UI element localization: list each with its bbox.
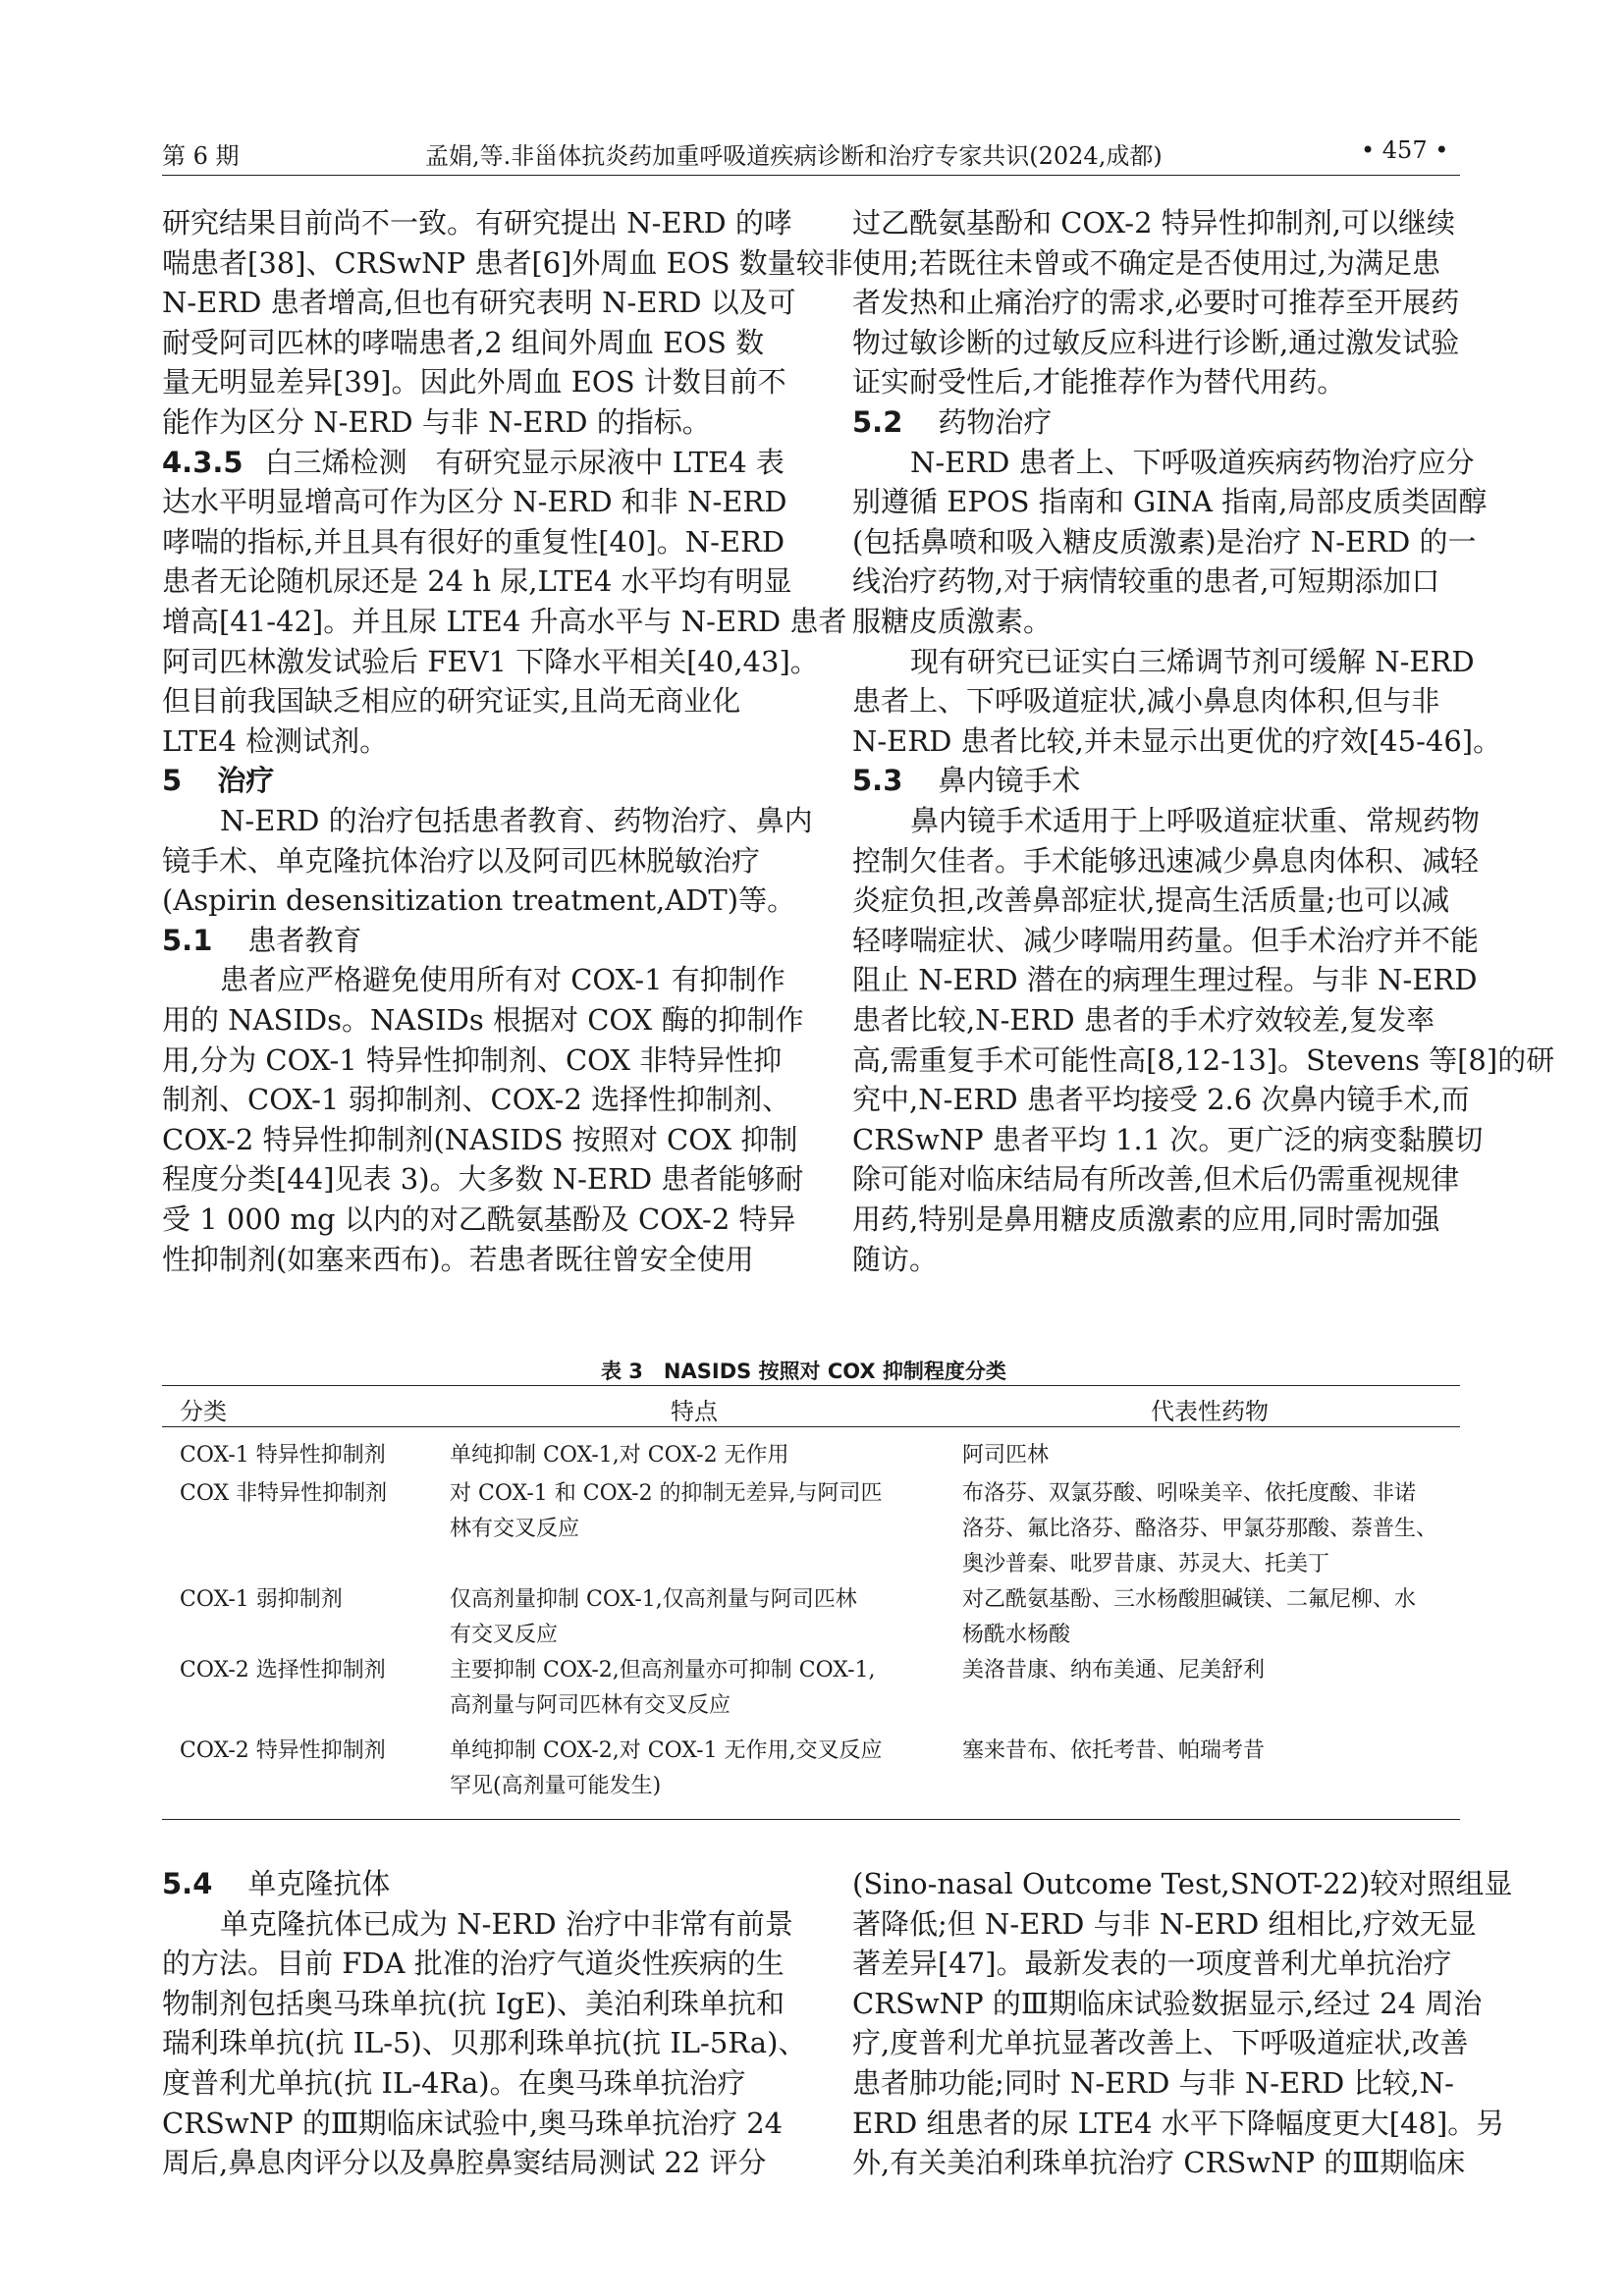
table-cell-feature: 对 COX-1 和 COX-2 的抑制无差异,与阿司匹 林有交叉反应	[450, 1481, 883, 1541]
text-line: 控制欠佳者。手术能够迅速减少鼻息肉体积、减轻	[852, 844, 1480, 878]
table-cell-drugs: 阿司匹林	[962, 1443, 1050, 1468]
table-cell-class: COX-2 选择性抑制剂	[180, 1658, 386, 1682]
text-line: N-ERD 患者比较,并未显示出更优的疗效[45-46]。	[852, 724, 1502, 758]
text-line: 疗,度普利尤单抗显著改善上、下呼吸道症状,改善	[852, 2026, 1469, 2059]
text-line: 哮喘的指标,并且具有很好的重复性[40]。N-ERD	[162, 525, 785, 559]
table-header-drugs: 代表性药物	[1151, 1398, 1269, 1425]
text-line: 著差异[47]。最新发表的一项度普利尤单抗治疗	[852, 1947, 1452, 1980]
text-line: CRSwNP 患者平均 1.1 次。更广泛的病变黏膜切	[852, 1123, 1484, 1156]
section-heading	[162, 759, 274, 799]
text-line: 用药,特别是鼻用糖皮质激素的应用,同时需加强	[852, 1202, 1440, 1236]
text-line: 喘患者[38]、CRSwNP 患者[6]外周血 EOS 数量较非	[162, 246, 853, 280]
table-top-rule	[162, 1385, 1460, 1386]
text-line: 者发热和止痛治疗的需求,必要时可推荐至开展药	[852, 286, 1460, 319]
table-bottom-rule	[162, 1819, 1460, 1820]
text-line: 究中,N-ERD 患者平均接受 2.6 次鼻内镜手术,而	[852, 1083, 1470, 1116]
text-line: 镜手术、单克隆抗体治疗以及阿司匹林脱敏治疗	[162, 844, 761, 878]
section-number: 5	[162, 764, 183, 797]
section-number: 5.4	[162, 1867, 213, 1900]
text-line: 现有研究已证实白三烯调节剂可缓解 N-ERD	[910, 645, 1475, 678]
text-line: (Aspirin desensitization treatment,ADT)等。	[162, 883, 796, 917]
text-line: 但目前我国缺乏相应的研究证实,且尚无商业化	[162, 684, 741, 718]
table-cell-drugs: 布洛芬、双氯芬酸、吲哚美辛、依托度酸、非诺 洛芬、氟比洛芬、酪洛芬、甲氯芬那酸、萘普生、 奥沙普秦、吡罗昔康、苏灵大、托美丁	[962, 1481, 1438, 1576]
text-line: 用,分为 COX-1 特异性抑制剂、COX 非特异性抑	[162, 1043, 783, 1077]
issue-label: 第 6 期	[162, 142, 240, 170]
text-line: 耐受阿司匹林的哮喘患者,2 组间外周血 EOS 数	[162, 326, 765, 359]
table-cell-feature: 仅高剂量抑制 COX-1,仅高剂量与阿司匹林 有交叉反应	[450, 1587, 857, 1647]
text-line: 用的 NASIDs。NASIDs 根据对 COX 酶的抑制作	[162, 1003, 804, 1037]
text-line: 鼻内镜手术适用于上呼吸道症状重、常规药物	[910, 804, 1481, 837]
bottom-left-column	[162, 1862, 807, 2179]
text-line: N-ERD 患者增高,但也有研究表明 N-ERD 以及可	[162, 286, 796, 319]
table-cell-class: COX 非特异性抑制剂	[180, 1481, 388, 1506]
table-cell-feature: 主要抑制 COX-2,但高剂量亦可抑制 COX-1, 高剂量与阿司匹林有交叉反应	[450, 1658, 876, 1718]
section-number: 5.2	[852, 405, 903, 439]
text-line: 患者应严格避免使用所有对 COX-1 有抑制作	[220, 963, 785, 996]
text-line: 制剂、COX-1 弱抑制剂、COX-2 选择性抑制剂、	[162, 1083, 791, 1116]
text-line: 物制剂包括奥马珠单抗(抗 IgE)、美泊利珠单抗和	[162, 1987, 785, 2020]
text-line: 使用;若既往未曾或不确定是否使用过,为满足患	[852, 246, 1440, 280]
text-line: 线治疗药物,对于病情较重的患者,可短期添加口	[852, 564, 1440, 598]
text-line: 阻止 N-ERD 潜在的病理生理过程。与非 N-ERD	[852, 963, 1478, 996]
text-line: 患者上、下呼吸道症状,减小鼻息肉体积,但与非	[852, 684, 1440, 718]
text-line: 物过敏诊断的过敏反应科进行诊断,通过激发试验	[852, 326, 1460, 359]
text-line: 阿司匹林激发试验后 FEV1 下降水平相关[40,43]。	[162, 645, 819, 678]
text-line: CRSwNP 的Ⅲ期临床试验数据显示,经过 24 周治	[852, 1987, 1483, 2020]
table-header-rule	[162, 1426, 1460, 1427]
text-line: 高,需重复手术可能性高[8,12-13]。Stevens 等[8]的研	[852, 1043, 1555, 1077]
page-number: • 457 •	[1361, 136, 1449, 164]
left-column	[162, 201, 853, 1310]
section-number: 5.3	[852, 764, 903, 797]
text-line: 随访。	[852, 1243, 939, 1276]
section-number: 5.1	[162, 924, 213, 957]
text-line: COX-2 特异性抑制剂(NASIDS 按照对 COX 抑制	[162, 1123, 798, 1156]
text-line: 瑞利珠单抗(抗 IL-5)、贝那利珠单抗(抗 IL-5Ra)、	[162, 2026, 807, 2059]
table-header-class: 分类	[180, 1398, 227, 1425]
section-title: 白三烯检测 有研究显示尿液中 LTE4 表	[264, 446, 785, 479]
text-line: 受 1 000 mg 以内的对乙酰氨基酚及 COX-2 特异	[162, 1202, 796, 1236]
header-rule	[162, 175, 1460, 176]
text-line: 的方法。目前 FDA 批准的治疗气道炎性疾病的生	[162, 1947, 785, 1980]
text-line: 证实耐受性后,才能推荐作为替代用药。	[852, 365, 1346, 399]
section-heading	[852, 759, 1080, 799]
text-line: N-ERD 的治疗包括患者教育、药物治疗、鼻内	[220, 804, 813, 837]
right-column	[852, 201, 1555, 1310]
section-title: 单克隆抗体	[247, 1867, 391, 1900]
text-line: 患者比较,N-ERD 患者的手术疗效较差,复发率	[852, 1003, 1435, 1037]
running-title: 孟娟,等.非甾体抗炎药加重呼吸道疾病诊断和治疗专家共识(2024,成都)	[425, 142, 1163, 170]
text-line: 著降低;但 N-ERD 与非 N-ERD 组相比,疗效无显	[852, 1907, 1477, 1941]
text-line: 外,有关美泊利珠单抗治疗 CRSwNP 的Ⅲ期临床	[852, 2146, 1466, 2179]
text-line: 达水平明显增高可作为区分 N-ERD 和非 N-ERD	[162, 485, 787, 518]
section-title: 药物治疗	[938, 405, 1053, 439]
table-cell-drugs: 美洛昔康、纳布美通、尼美舒利	[962, 1658, 1266, 1682]
text-line: 别遵循 EPOS 指南和 GINA 指南,局部皮质类固醇	[852, 485, 1488, 518]
text-line: (包括鼻喷和吸入糖皮质激素)是治疗 N-ERD 的一	[852, 525, 1477, 559]
text-line: 能作为区分 N-ERD 与非 N-ERD 的指标。	[162, 405, 711, 439]
section-title: 患者教育	[247, 924, 362, 957]
text-line: 增高[41-42]。并且尿 LTE4 升高水平与 N-ERD 患者	[162, 605, 847, 638]
text-line: CRSwNP 的Ⅲ期临床试验中,奥马珠单抗治疗 24	[162, 2107, 784, 2140]
text-line: 周后,鼻息肉评分以及鼻腔鼻窦结局测试 22 评分	[162, 2146, 767, 2179]
text-line: 量无明显差异[39]。因此外周血 EOS 计数目前不	[162, 365, 786, 399]
table-cell-drugs: 对乙酰氨基酚、三水杨酸胆碱镁、二氟尼柳、水 杨酰水杨酸	[962, 1587, 1417, 1647]
table-cell-class: COX-1 弱抑制剂	[180, 1587, 343, 1612]
text-line: 单克隆抗体已成为 N-ERD 治疗中非常有前景	[220, 1907, 793, 1941]
section-title: 鼻内镜手术	[938, 764, 1081, 797]
text-line: LTE4 检测试剂。	[162, 724, 389, 758]
text-line: 过乙酰氨基酚和 COX-2 特异性抑制剂,可以继续	[852, 206, 1455, 240]
section-heading	[162, 919, 361, 959]
text-line: 程度分类[44]见表 3)。大多数 N-ERD 患者能够耐	[162, 1162, 804, 1196]
section-number: 4.3.5	[162, 446, 244, 479]
text-line: 患者无论随机尿还是 24 h 尿,LTE4 水平均有明显	[162, 564, 792, 598]
text-line: 服糖皮质激素。	[852, 605, 1053, 638]
text-line: 性抑制剂(如塞来西布)。若患者既往曾安全使用	[162, 1243, 754, 1276]
table-cell-drugs: 塞来昔布、依托考昔、帕瑞考昔	[962, 1738, 1266, 1763]
bottom-right-column	[852, 1862, 1513, 2179]
table-cell-class: COX-1 特异性抑制剂	[180, 1443, 386, 1468]
section-title: 治疗	[217, 764, 275, 797]
section-heading	[852, 400, 1052, 441]
text-line: (Sino-nasal Outcome Test,SNOT-22)较对照组显	[852, 1867, 1513, 1900]
table-cell-feature: 单纯抑制 COX-1,对 COX-2 无作用	[450, 1443, 789, 1468]
text-line: ERD 组患者的尿 LTE4 水平下降幅度更大[48]。另	[852, 2107, 1505, 2140]
table-cell-feature: 单纯抑制 COX-2,对 COX-1 无作用,交叉反应 罕见(高剂量可能发生)	[450, 1738, 883, 1798]
text-line: 研究结果目前尚不一致。有研究提出 N-ERD 的哮	[162, 206, 792, 240]
text-line: 度普利尤单抗(抗 IL-4Ra)。在奥马珠单抗治疗	[162, 2066, 746, 2100]
text-line: 患者肺功能;同时 N-ERD 与非 N-ERD 比较,N-	[852, 2066, 1454, 2100]
table-caption: 表 3 NASIDS 按照对 COX 抑制程度分类	[601, 1360, 1006, 1383]
text-line: N-ERD 患者上、下呼吸道疾病药物治疗应分	[910, 446, 1475, 479]
text-line: 除可能对临床结局有所改善,但术后仍需重视规律	[852, 1162, 1460, 1196]
text-line: 炎症负担,改善鼻部症状,提高生活质量;也可以减	[852, 883, 1450, 917]
table-header-feature: 特点	[671, 1398, 718, 1425]
text-line: 轻哮喘症状、减少哮喘用药量。但手术治疗并不能	[852, 924, 1480, 957]
section-heading	[162, 1862, 390, 1902]
section-heading	[162, 441, 785, 481]
table-cell-class: COX-2 特异性抑制剂	[180, 1738, 386, 1763]
